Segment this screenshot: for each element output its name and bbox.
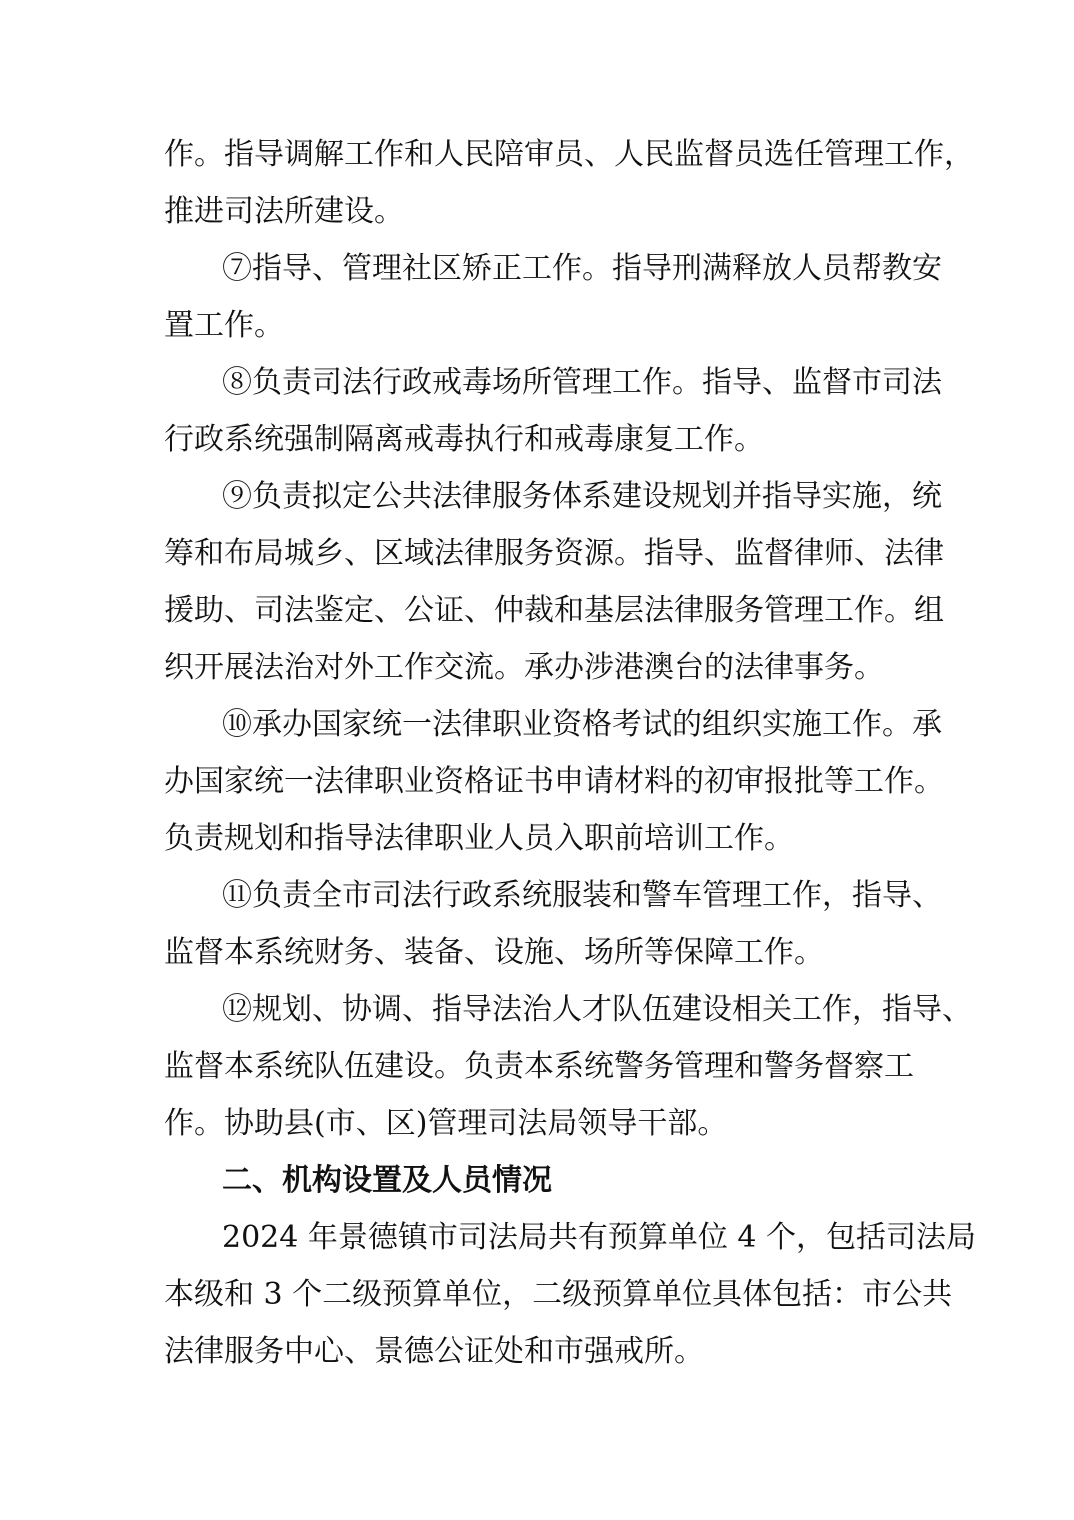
paragraph-item-12 xyxy=(164,981,972,1152)
paragraph-item-11 xyxy=(164,867,942,981)
text-line: 作。协助县(市、区)管理司法局领导干部。 xyxy=(164,1106,728,1141)
text-line: 援助、司法鉴定、公证、仲裁和基层法律服务管理工作。组 xyxy=(164,593,944,628)
text-line: 本级和 3 个二级预算单位，二级预算单位具体包括：市公共 xyxy=(164,1277,953,1312)
paragraph-continuation xyxy=(164,126,974,240)
text-line: ⑫规划、协调、指导法治人才队伍建设相关工作，指导、 xyxy=(222,992,972,1027)
text-line: 推进司法所建设。 xyxy=(164,194,404,229)
section-heading: 二、机构设置及人员情况 xyxy=(222,1163,552,1198)
text-line: 2024 年景德镇市司法局共有预算单位 4 个，包括司法局 xyxy=(222,1220,977,1255)
paragraph-item-7 xyxy=(164,240,942,354)
text-line: 织开展法治对外工作交流。承办涉港澳台的法律事务。 xyxy=(164,650,884,685)
text-line: 筹和布局城乡、区域法律服务资源。指导、监督律师、法律 xyxy=(164,536,944,571)
text-line: 行政系统强制隔离戒毒执行和戒毒康复工作。 xyxy=(164,422,764,457)
paragraph-item-9 xyxy=(164,468,944,696)
text-line: 作。指导调解工作和人民陪审员、人民监督员选任管理工作， xyxy=(164,137,974,172)
text-line: 监督本系统队伍建设。负责本系统警务管理和警务督察工 xyxy=(164,1049,914,1084)
text-line: 置工作。 xyxy=(164,308,284,343)
text-line: ⑩承办国家统一法律职业资格考试的组织实施工作。承 xyxy=(222,707,942,742)
text-line: ⑨负责拟定公共法律服务体系建设规划并指导实施，统 xyxy=(222,479,942,514)
paragraph-item-8 xyxy=(164,354,942,468)
document-body xyxy=(164,126,977,1380)
text-line: 监督本系统财务、装备、设施、场所等保障工作。 xyxy=(164,935,824,970)
text-line: 负责规划和指导法律职业人员入职前培训工作。 xyxy=(164,821,794,856)
text-line: ⑧负责司法行政戒毒场所管理工作。指导、监督市司法 xyxy=(222,365,942,400)
paragraph-item-10 xyxy=(164,696,944,867)
text-line: 办国家统一法律职业资格证书申请材料的初审报批等工作。 xyxy=(164,764,944,799)
text-line: ⑪负责全市司法行政系统服装和警车管理工作，指导、 xyxy=(222,878,942,913)
text-line: 法律服务中心、景德公证处和市强戒所。 xyxy=(164,1334,704,1369)
paragraph-section xyxy=(164,1209,977,1380)
text-line: ⑦指导、管理社区矫正工作。指导刑满释放人员帮教安 xyxy=(222,251,942,286)
